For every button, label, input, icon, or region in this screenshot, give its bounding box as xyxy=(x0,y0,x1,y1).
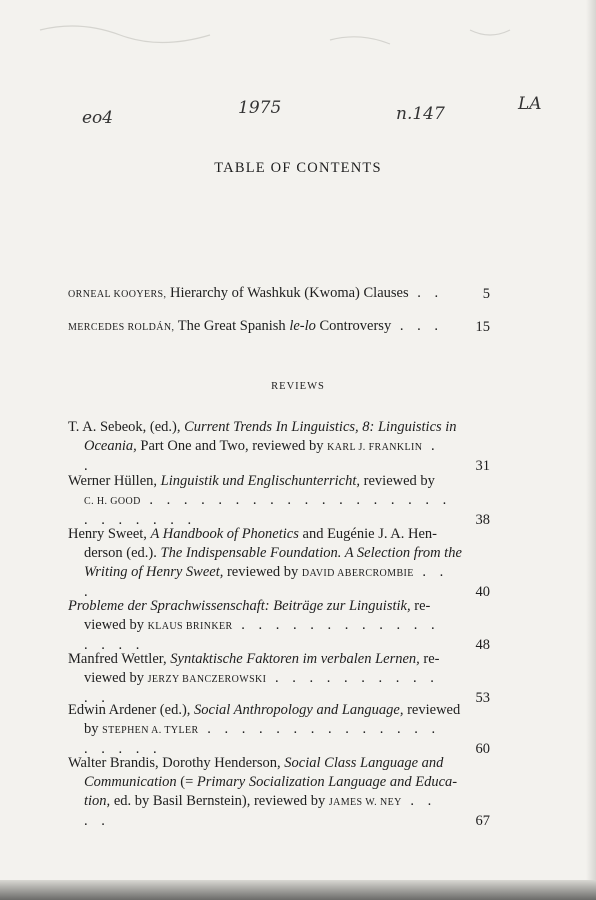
toc-entry[interactable] xyxy=(68,597,490,655)
entry-reviewer: JAMES W. NEY xyxy=(328,797,402,808)
entry-author: MERCEDES ROLDÁN, xyxy=(68,322,175,333)
entry-page: 31 xyxy=(475,458,490,474)
entry-leader: . . . . . . . . . . . . . . . . . . . . . . . . . xyxy=(84,492,452,528)
entry-text: re- xyxy=(419,651,440,667)
entry-page: 67 xyxy=(475,813,490,829)
handwritten-note-4: LA xyxy=(518,94,542,114)
entry-title: Hierarchy of Washkuk (Kwoma) Clauses xyxy=(166,285,409,301)
entry-title: The Great Spanish xyxy=(174,318,290,334)
entry-page: 48 xyxy=(475,637,490,653)
entry-reviewer: DAVID ABERCROMBIE xyxy=(301,568,414,579)
entry-title-italic: Primary Socialization Language and Educa- xyxy=(196,774,458,790)
toc-entry[interactable] xyxy=(68,701,490,759)
entry-page: 15 xyxy=(475,319,490,335)
toc-entry[interactable] xyxy=(68,650,490,708)
handwritten-note-3: n.147 xyxy=(396,104,445,124)
entry-text: Werner Hüllen, xyxy=(68,473,161,489)
entry-reviewer: C. H. GOOD xyxy=(84,496,141,507)
toc-entry[interactable] xyxy=(68,472,490,530)
entry-text: Manfred Wettler, xyxy=(68,651,171,667)
entry-page: 5 xyxy=(482,286,490,302)
entry-title-italic: The Indispensable Foundation. A Selection from the xyxy=(160,545,462,561)
entry-title-italic: Social Class Language and xyxy=(284,755,444,771)
entry-title-italic: le-lo xyxy=(289,318,316,334)
entry-title-italic: Oceania, xyxy=(84,438,137,454)
entry-title-italic: Communication xyxy=(84,774,177,790)
section-heading: REVIEWS xyxy=(271,381,325,392)
entry-text: (= xyxy=(176,774,197,790)
entry-reviewer: KLAUS BRINKER xyxy=(147,621,233,632)
entry-text: re- xyxy=(410,598,431,614)
entry-reviewer: JERZY BANCZEROWSKI xyxy=(147,674,267,685)
entry-text: viewed by xyxy=(84,617,148,633)
entry-text: reviewed by xyxy=(223,564,302,580)
entry-title-italic: tion, xyxy=(84,793,111,809)
scan-bottom-edge xyxy=(0,880,596,900)
entry-text: by xyxy=(84,721,103,737)
entry-leader: . . xyxy=(408,285,444,301)
entry-leader: . . . . xyxy=(84,793,437,829)
entry-author: ORNEAL KOOYERS, xyxy=(68,289,167,300)
entry-page: 40 xyxy=(475,584,490,600)
entry-leader: . . . . . . . . . . . . . . . . xyxy=(84,617,440,653)
entry-page: 60 xyxy=(475,741,490,757)
entry-title-italic: A Handbook of Phonetics xyxy=(150,526,299,542)
entry-text: viewed by xyxy=(84,670,148,686)
entry-leader: . . . . . . . . . . . . . . . . . . . xyxy=(84,721,441,757)
entry-reviewer: STEPHEN A. TYLER xyxy=(102,725,199,736)
entry-text: Walter Brandis, Dorothy Henderson, xyxy=(68,755,285,771)
entry-leader: . . . . . . . . . . . . xyxy=(84,670,439,706)
entry-leader: . . . xyxy=(391,318,443,334)
entry-text: derson (ed.). xyxy=(84,545,161,561)
entry-text: ed. by Basil Bernstein), reviewed by xyxy=(110,793,329,809)
entry-title-italic: Writing of Henry Sweet, xyxy=(84,564,224,580)
entry-leader: . . . xyxy=(84,564,449,600)
page-edge-shadow xyxy=(586,0,596,900)
toc-entry[interactable] xyxy=(68,754,490,831)
entry-leader: . . xyxy=(84,438,440,474)
entry-text: Part One and Two, reviewed by xyxy=(136,438,328,454)
entry-title-italic: Syntaktische Faktoren im verbalen Lernen, xyxy=(170,651,420,667)
entry-title-italic: Probleme der Sprachwissenschaft: Beiträge zur Linguistik, xyxy=(68,598,411,614)
entry-text: reviewed xyxy=(403,702,461,718)
toc-entry[interactable] xyxy=(68,317,490,337)
entry-text: and Eugénie J. A. Hen- xyxy=(298,526,438,542)
entry-title-italic: Current Trends In Linguistics, 8: Linguistics in xyxy=(184,419,457,435)
page-title: TABLE OF CONTENTS xyxy=(214,160,382,176)
entry-page: 38 xyxy=(475,512,490,528)
entry-text: T. A. Sebeok, (ed.), xyxy=(68,419,185,435)
entry-title-italic: Social Anthropology and Language, xyxy=(194,702,404,718)
handwritten-note-2: 1975 xyxy=(238,98,282,118)
entry-text: Edwin Ardener (ed.), xyxy=(68,702,195,718)
entry-title: Controversy xyxy=(315,318,392,334)
handwritten-note-1: eo4 xyxy=(82,108,114,128)
entry-reviewer: KARL J. FRANKLIN xyxy=(327,442,423,453)
entry-title-italic: Linguistik und Englischunterricht, xyxy=(160,473,361,489)
toc-entry[interactable] xyxy=(68,284,490,304)
toc-entry[interactable] xyxy=(68,525,490,602)
entry-text: reviewed by xyxy=(360,473,435,489)
entry-text: Henry Sweet, xyxy=(68,526,151,542)
toc-entry[interactable] xyxy=(68,418,490,476)
entry-page: 53 xyxy=(475,690,490,706)
